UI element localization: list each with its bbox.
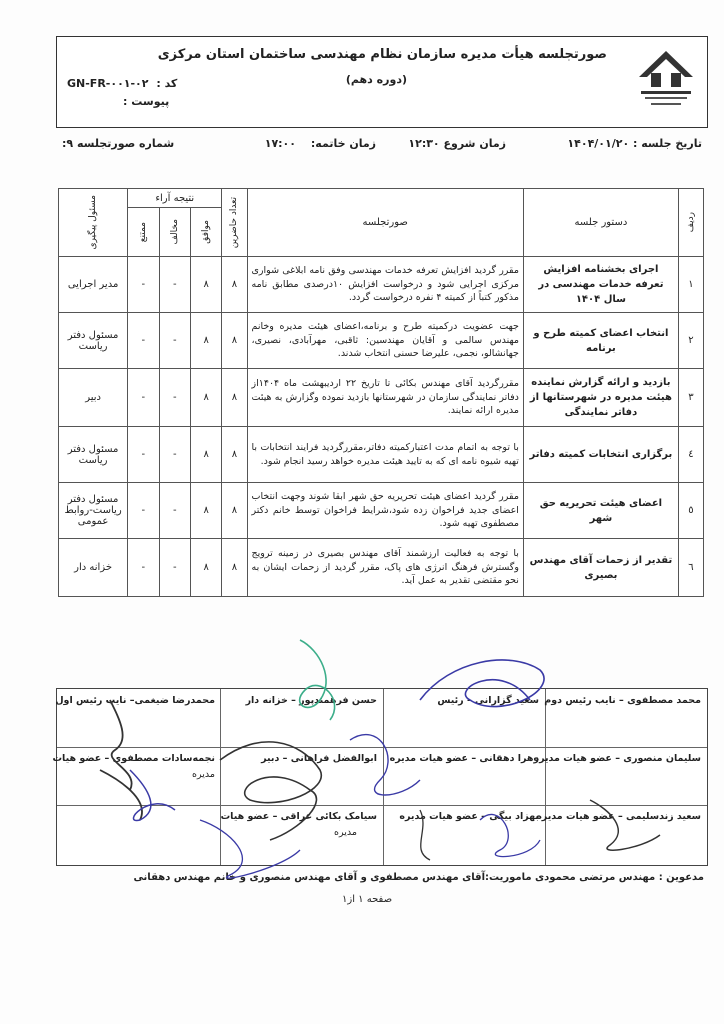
- signature-table: [52, 688, 708, 866]
- row-agree: ۸: [190, 427, 221, 483]
- signer-name: محمد مصطفوی – نایب رئیس دوم: [544, 695, 701, 706]
- minutes-table: [58, 188, 704, 597]
- header-agree: موافق: [190, 208, 221, 257]
- signer-name: ابوالفضل فراهانی – دبیر: [261, 753, 377, 764]
- row-oppose: -: [159, 483, 190, 539]
- row-agree: ۸: [190, 369, 221, 427]
- table-row: [59, 313, 704, 369]
- attachment-label: پیوست :: [123, 95, 170, 108]
- signer-name: سعید گزارانی – رئیس: [437, 695, 539, 706]
- page-number: صفحه ۱ از۱: [342, 894, 393, 905]
- row-no: ٤: [678, 427, 703, 483]
- header-row-no: ردیف: [678, 189, 703, 257]
- row-no: ٦: [678, 539, 703, 597]
- table-row: [59, 427, 704, 483]
- row-abstain: -: [128, 369, 159, 427]
- signer-name: سیامک بکائی عراقی – عضو هیات: [220, 811, 377, 822]
- meeting-end-value: ۱۷:۰۰: [264, 137, 296, 150]
- row-no: ۱: [678, 257, 703, 313]
- header-present: تعداد حاضرین: [222, 189, 247, 257]
- row-no: ٥: [678, 483, 703, 539]
- row-abstain: -: [128, 427, 159, 483]
- row-minutes: مقررگردید آقای مهندس بکائی تا تاریخ ۲۲ اردیبهشت ماه ۱۴۰۴از دفاتر نمایندگی سازمان در شهرستانها بازدید نموده وگزارش به هیئت مدیره ارائه نمایند.: [247, 369, 523, 427]
- table-row: [59, 257, 704, 313]
- header-abstain: ممتنع: [128, 208, 159, 257]
- row-followup: خزانه دار: [59, 539, 128, 597]
- signer-name: محمدرضا ضیغمی– نایب رئیس اول: [55, 695, 215, 706]
- row-abstain: -: [128, 539, 159, 597]
- row-no: ۳: [678, 369, 703, 427]
- table-row: [59, 483, 704, 539]
- header-result: نتیجه آراء: [128, 189, 222, 208]
- document-title: صورتجلسه هیأت مدیره سازمان نظام مهندسی ساختمان استان مرکزی: [157, 47, 607, 62]
- code-label: کد :: [156, 77, 178, 90]
- document-header: [56, 36, 708, 128]
- row-present: ۸: [222, 369, 247, 427]
- row-agenda: بازدید و ارائه گزارش نماینده هیئت مدیره در شهرستانها از دفاتر نمایندگی: [523, 369, 678, 427]
- row-present: ۸: [222, 483, 247, 539]
- row-oppose: -: [159, 427, 190, 483]
- header-minutes: صورتجلسه: [247, 189, 523, 257]
- row-oppose: -: [159, 369, 190, 427]
- meeting-end-label: زمان خاتمه:: [310, 137, 376, 150]
- row-no: ۲: [678, 313, 703, 369]
- row-abstain: -: [128, 483, 159, 539]
- code-value: GN-FR-۰۰۱-۰۲: [67, 77, 149, 90]
- row-agree: ۸: [190, 257, 221, 313]
- row-agree: ۸: [190, 539, 221, 597]
- row-agenda: انتخاب اعضای کمیته طرح و برنامه: [523, 313, 678, 369]
- signer-name-cont: مدیره: [192, 769, 215, 780]
- row-present: ۸: [222, 427, 247, 483]
- signature-divider: [57, 805, 707, 806]
- signer-name-cont: مدیره: [334, 827, 357, 838]
- signature-divider: [383, 689, 384, 865]
- header-agenda: دستور جلسه: [523, 189, 678, 257]
- row-present: ۸: [222, 539, 247, 597]
- meeting-date: تاریخ جلسه : ۱۴۰۴/۰۱/۲۰: [567, 137, 702, 150]
- signature-divider: [220, 689, 221, 865]
- document-code: [67, 77, 177, 90]
- meeting-number: شماره صورتجلسه ۹:: [62, 137, 175, 150]
- table-row: [59, 369, 704, 427]
- row-followup: مسئول دفتر ریاست: [59, 313, 128, 369]
- signer-name: زهرا دهقانی – عضو هیات مدیره: [389, 753, 539, 764]
- row-oppose: -: [159, 313, 190, 369]
- meeting-meta: [56, 131, 706, 157]
- row-abstain: -: [128, 313, 159, 369]
- meeting-start: زمان شروع ۱۲:۳۰: [408, 137, 506, 150]
- row-followup: مسئول دفتر ریاست: [59, 427, 128, 483]
- signer-name: سعید زندسلیمی – عضو هیات مدیره: [536, 811, 701, 822]
- organization-logo: [631, 43, 701, 117]
- header-followup: مسئول پیگیری: [59, 189, 128, 257]
- guests-line: مدعوین : مهندس مرتضی محمودی ماموریت:آقای مهندس مصطفوی و آقای مهندس منصوری و خانم مهندس دهقانی: [133, 872, 704, 883]
- row-followup: مدیر اجرایی: [59, 257, 128, 313]
- row-minutes: مقرر گردید اعضای هیئت تحریریه حق شهر ابقا شوند وجهت انتخاب اعضای جدید فراخوان زده شود،شرایط فراخوان توسط خانم دکتر مصطفوی تهیه شود.: [247, 483, 523, 539]
- row-minutes: جهت عضویت درکمیته طرح و برنامه،اعضای هیئت مدیره وخانم مهندس سالمی و آقایان مهندسین: ثاقبی، مهرآبادی، نصیری، جهانشالو، نجمی، علیرضا حسنی انتخاب شدند.: [247, 313, 523, 369]
- row-abstain: -: [128, 257, 159, 313]
- signature-divider: [545, 689, 546, 865]
- row-minutes: مقرر گردید افزایش تعرفه خدمات مهندسی وفق نامه ابلاغی شوارى مرکزی اجرایی شود و درخواست افزایش ۱۰درصدی مطابق نامه مذکور کتباً از کمیته ۴ نفره درخواست گردد.: [247, 257, 523, 313]
- header-oppose: مخالف: [159, 208, 190, 257]
- signer-name: سلیمان منصوری – عضو هیات مدیره: [533, 753, 701, 764]
- signer-name: بهزاد بیگی – عضو هیات مدیره: [399, 811, 539, 822]
- row-agree: ۸: [190, 313, 221, 369]
- row-agenda: اعضای هیئت تحریریه حق شهر: [523, 483, 678, 539]
- row-oppose: -: [159, 539, 190, 597]
- row-agree: ۸: [190, 483, 221, 539]
- row-minutes: با توجه به اتمام مدت اعتبارکمیته دفاتر،مقررگردید فرایند انتخابات با تهیه شیوه نامه ای که به تایید هیئت مدیره خواهد رسید انجام شود.: [247, 427, 523, 483]
- row-agenda: اجرای بخشنامه افزایش تعرفه خدمات مهندسی در سال ۱۴۰۴: [523, 257, 678, 313]
- row-oppose: -: [159, 257, 190, 313]
- row-followup: دبیر: [59, 369, 128, 427]
- row-agenda: برگزاری انتخابات کمیته دفاتر: [523, 427, 678, 483]
- document-term: (دوره دهم): [345, 73, 407, 86]
- table-row: [59, 539, 704, 597]
- row-followup: مسئول دفتر ریاست-روابط عمومی: [59, 483, 128, 539]
- row-agenda: تقدیر از زحمات آقای مهندس بصیری: [523, 539, 678, 597]
- signer-name: نجمه‌سادات مصطفوی – عضو هیات: [52, 753, 215, 764]
- signer-name: حسن فرهمندپور – خزانه دار: [245, 695, 377, 706]
- signature-divider: [57, 747, 707, 748]
- row-minutes: با توجه به فعالیت ارزشمند آقای مهندس بصیری در زمینه ترویج وگسترش فرهنگ انرژی های پاک، مقرر گردید از زحمات ایشان به نحو مقتضی تقدیر به عمل آید.: [247, 539, 523, 597]
- row-present: ۸: [222, 257, 247, 313]
- row-present: ۸: [222, 313, 247, 369]
